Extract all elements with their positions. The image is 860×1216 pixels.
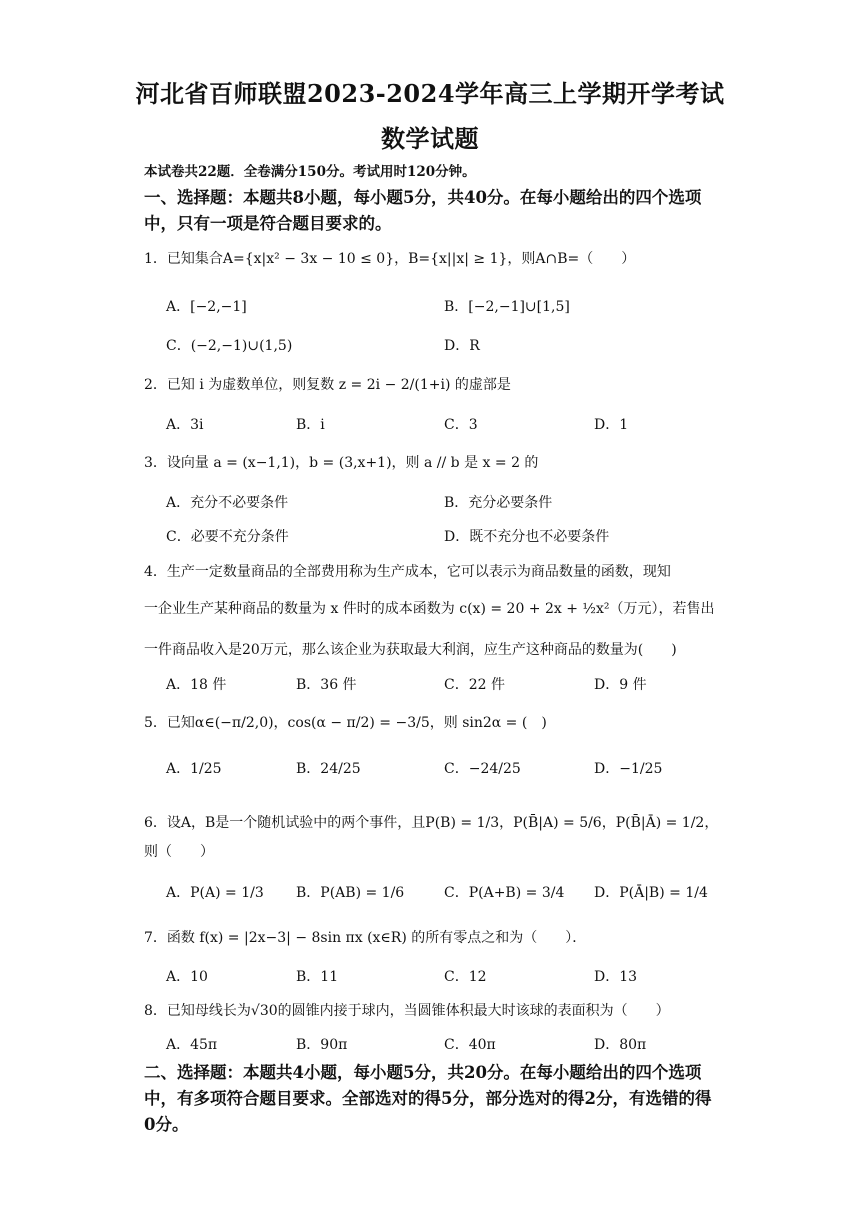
question-8-stem: 8．已知母线长为√30的圆锥内接于球内，当圆锥体积最大时该球的表面积为（ ） <box>144 1003 670 1019</box>
question-6-option-b: B．P(AB) = 1/6 <box>296 885 405 901</box>
question-4-option-c: C．22 件 <box>444 677 505 693</box>
question-7-option-c: C．12 <box>444 969 487 985</box>
question-6-stem-line-2: 则（ ） <box>144 844 214 860</box>
question-3-option-b: B．充分必要条件 <box>444 495 553 511</box>
question-3-option-a: A．充分不必要条件 <box>166 495 289 511</box>
question-7-stem: 7．函数 f(x) = |2x−3| − 8sin πx (x∈R) 的所有零点之和为（ ）． <box>144 930 587 946</box>
question-2-option-c: C．3 <box>444 417 478 433</box>
question-6-option-c: C．P(A+B) = 3/4 <box>444 885 565 901</box>
question-8-option-a: A．45π <box>166 1037 218 1053</box>
question-1-option-c: C．(−2,−1)∪(1,5) <box>166 338 293 354</box>
question-2-option-d: D．1 <box>594 417 629 433</box>
question-3-option-d: D．既不充分也不必要条件 <box>444 529 610 545</box>
section-2-heading: 二、选择题：本题共4小题，每小题5分，共20分。在每小题给出的四个选项中，有多项符合题目要求。全部选对的得5分，部分选对的得2分，有选错的得0分。 <box>144 1063 712 1134</box>
question-5-option-d: D．−1/25 <box>594 761 663 777</box>
exam-subtitle: 数学试题 <box>381 124 479 153</box>
question-4-option-d: D．9 件 <box>594 677 647 693</box>
question-4-option-a: A．18 件 <box>166 677 227 693</box>
question-2-option-a: A．3i <box>166 417 204 433</box>
exam-title: 河北省百师联盟2023-2024学年高三上学期开学考试 <box>135 79 725 108</box>
question-8-option-b: B．90π <box>296 1037 348 1053</box>
question-6-option-a: A．P(A) = 1/3 <box>166 885 264 901</box>
question-5-option-c: C．−24/25 <box>444 761 521 777</box>
question-8-option-c: C．40π <box>444 1037 496 1053</box>
question-5-option-a: A．1/25 <box>166 761 222 777</box>
question-7-option-d: D．13 <box>594 969 638 985</box>
question-3-stem: 3．设向量 a = (x−1,1)，b = (3,x+1)，则 a // b 是 x = 2 的 <box>144 455 539 471</box>
question-1-option-b: B．[−2,−1]∪[1,5] <box>444 299 570 315</box>
question-1-option-a: A．[−2,−1] <box>166 299 247 315</box>
question-4-stem-line-1: 4．生产一定数量商品的全部费用称为生产成本，它可以表示为商品数量的函数，现知 <box>144 564 671 580</box>
section-1-heading: 一、选择题：本题共8小题，每小题5分，共40分。在每小题给出的四个选项中，只有一项是符合题目要求的。 <box>144 188 702 233</box>
question-4-stem-line-3: 一件商品收入是20万元，那么该企业为获取最大利润，应生产这种商品的数量为( ) <box>144 642 677 658</box>
question-6-option-d: D．P(Ā|B) = 1/4 <box>594 885 708 901</box>
question-8-option-d: D．80π <box>594 1037 647 1053</box>
question-7-option-a: A．10 <box>166 969 208 985</box>
question-1-option-d: D．R <box>444 338 480 354</box>
question-2-stem: 2．已知 i 为虚数单位，则复数 z = 2i − 2/(1+i) 的虚部是 <box>144 377 511 393</box>
question-4-option-b: B．36 件 <box>296 677 357 693</box>
exam-note: 本试卷共22题．全卷满分150分。考试用时120分钟。 <box>144 164 476 180</box>
question-7-option-b: B．11 <box>296 969 339 985</box>
question-6-stem-line-1: 6．设A，B是一个随机试验中的两个事件，且P(B) = 1/3，P(B̄|A) = 5/6，P(B̄|Ā) = 1/2， <box>144 815 719 831</box>
question-4-stem-line-2: 一企业生产某种商品的数量为 x 件时的成本函数为 c(x) = 20 + 2x + ½x²（万元），若售出 <box>144 601 715 617</box>
question-5-option-b: B．24/25 <box>296 761 361 777</box>
question-2-option-b: B．i <box>296 417 325 433</box>
question-5-stem: 5．已知α∈(−π/2,0)，cos(α − π/2) = −3/5，则 sin2α = ( ) <box>144 715 547 731</box>
question-3-option-c: C．必要不充分条件 <box>166 529 289 545</box>
question-1-stem: 1．已知集合A={x|x² − 3x − 10 ≤ 0}，B={x||x| ≥ 1}，则A∩B=（ ） <box>144 251 636 267</box>
